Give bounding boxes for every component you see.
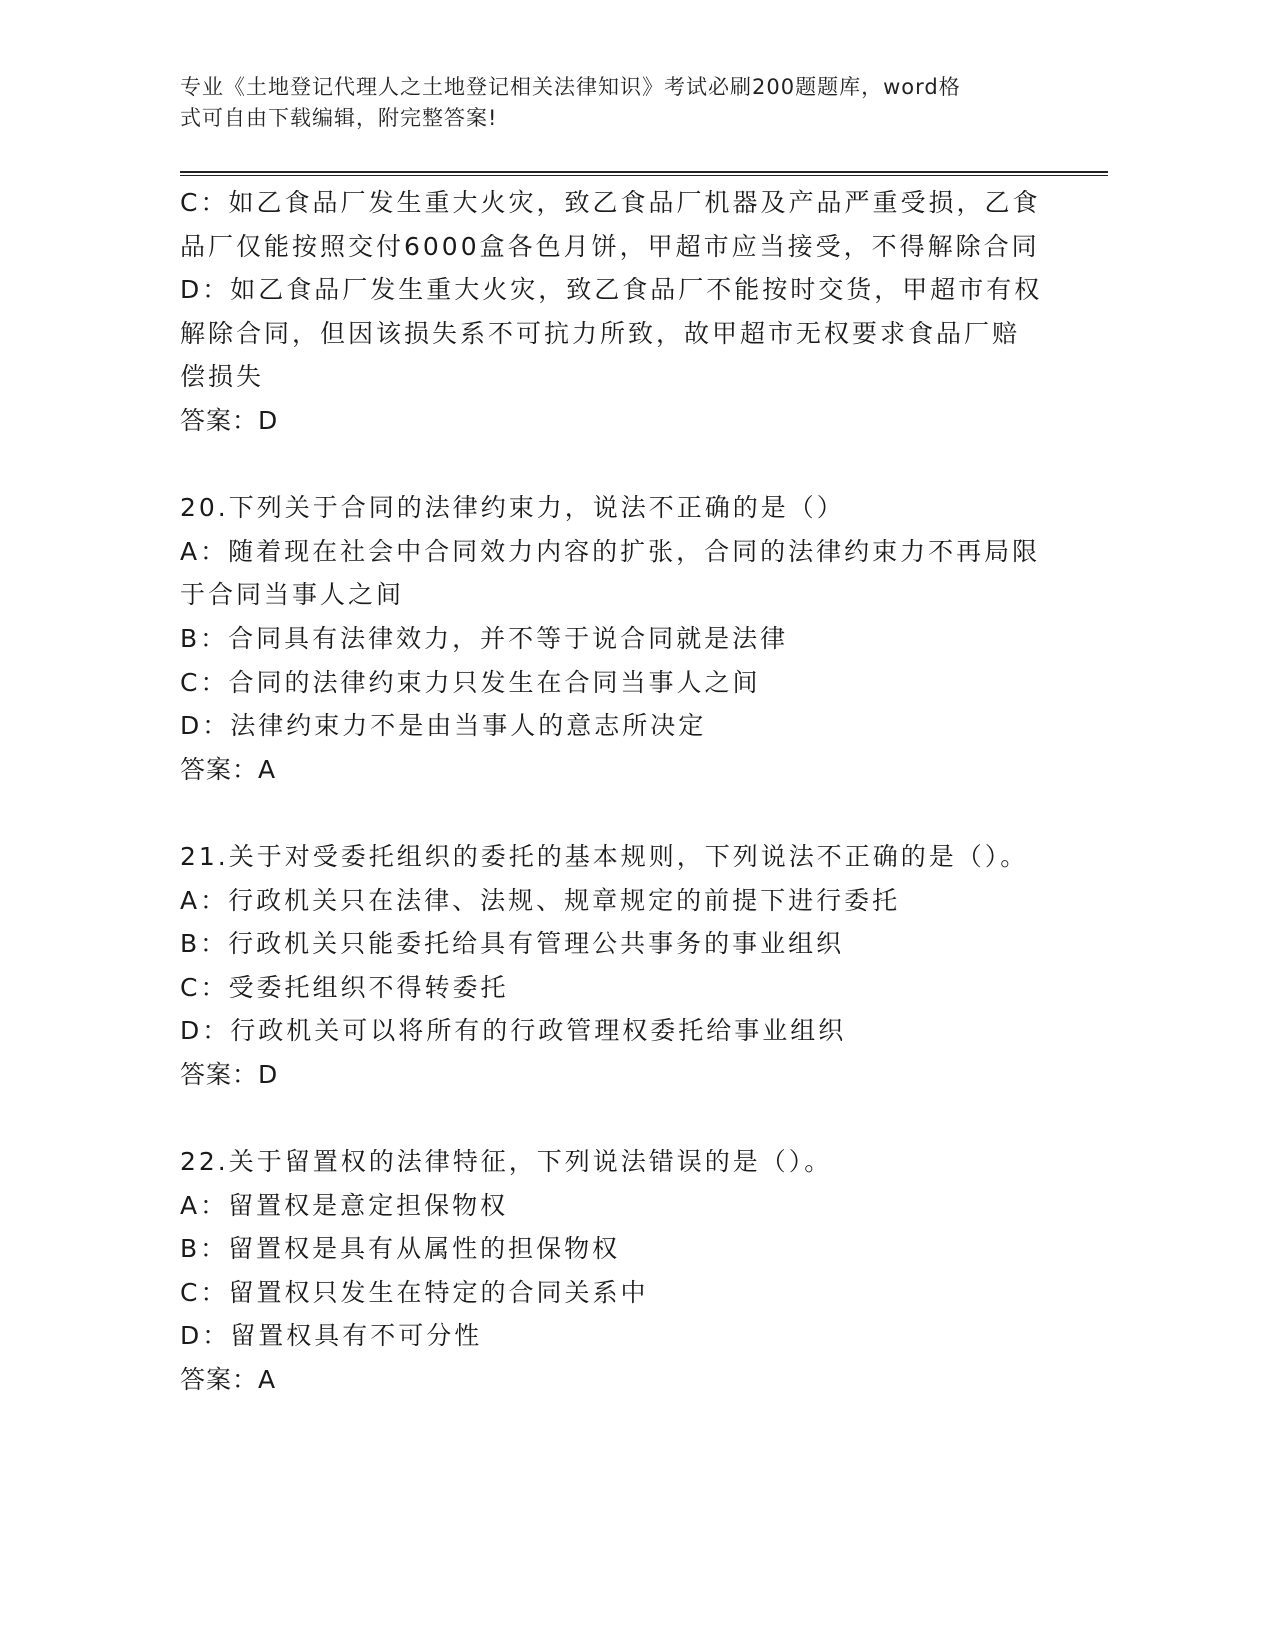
- header-line-1: 专业《土地登记代理人之土地登记相关法律知识》考试必刷200题题库，word格: [180, 75, 961, 99]
- header-divider: [180, 171, 1108, 176]
- page-header: [180, 72, 1040, 134]
- question-block: [180, 1140, 1060, 1402]
- option-line: D：留置权具有不可分性: [180, 1321, 483, 1351]
- question-block: [180, 486, 1060, 791]
- option-line: A：随着现在社会中合同效力内容的扩张，合同的法律约束力不再局限: [180, 536, 1041, 566]
- option-line: B：合同具有法律效力，并不等于说合同就是法律: [180, 623, 789, 653]
- option-line: B：留置权是具有从属性的担保物权: [180, 1234, 621, 1264]
- option-line: 于合同当事人之间: [180, 580, 405, 610]
- spacer: [180, 791, 1060, 835]
- option-line: C：合同的法律约束力只发生在合同当事人之间: [180, 667, 761, 697]
- option-line: C：受委托组织不得转委托: [180, 972, 509, 1002]
- option-line: A：留置权是意定担保物权: [180, 1190, 509, 1220]
- question-stem: 20.下列关于合同的法律约束力，说法不正确的是（）: [180, 493, 845, 523]
- option-line: 偿损失: [180, 362, 265, 392]
- spacer: [180, 443, 1060, 487]
- answer-line: 答案：D: [180, 405, 279, 435]
- question-block: [180, 181, 1060, 443]
- option-line: C：如乙食品厂发生重大火灾，致乙食品厂机器及产品严重受损，乙食: [180, 188, 1041, 217]
- option-line: D：如乙食品厂发生重大火灾，致乙食品厂不能按时交货，甲超市有权: [180, 275, 1043, 305]
- question-stem: 21.关于对受委托组织的委托的基本规则，下列说法不正确的是（）。: [180, 841, 1029, 871]
- answer-line: 答案：A: [180, 754, 277, 784]
- spacer: [180, 1096, 1060, 1140]
- option-line: 品厂仅能按照交付6000盒各色月饼，甲超市应当接受，不得解除合同: [180, 231, 1040, 261]
- header-line-2: 式可自由下载编辑，附完整答案!: [180, 106, 498, 130]
- question-content: [180, 181, 1060, 1402]
- answer-line: 答案：D: [180, 1059, 279, 1089]
- option-line: 解除合同，但因该损失系不可抗力所致，故甲超市无权要求食品厂赔: [180, 318, 1021, 348]
- option-line: D：行政机关可以将所有的行政管理权委托给事业组织: [180, 1016, 847, 1046]
- question-block: [180, 835, 1060, 1097]
- question-stem: 22.关于留置权的法律特征，下列说法错误的是（）。: [180, 1147, 833, 1177]
- option-line: D：法律约束力不是由当事人的意志所决定: [180, 711, 707, 741]
- option-line: B：行政机关只能委托给具有管理公共事务的事业组织: [180, 929, 845, 959]
- answer-line: 答案：A: [180, 1365, 277, 1395]
- option-line: C：留置权只发生在特定的合同关系中: [180, 1277, 649, 1307]
- option-line: A：行政机关只在法律、法规、规章规定的前提下进行委托: [180, 885, 901, 915]
